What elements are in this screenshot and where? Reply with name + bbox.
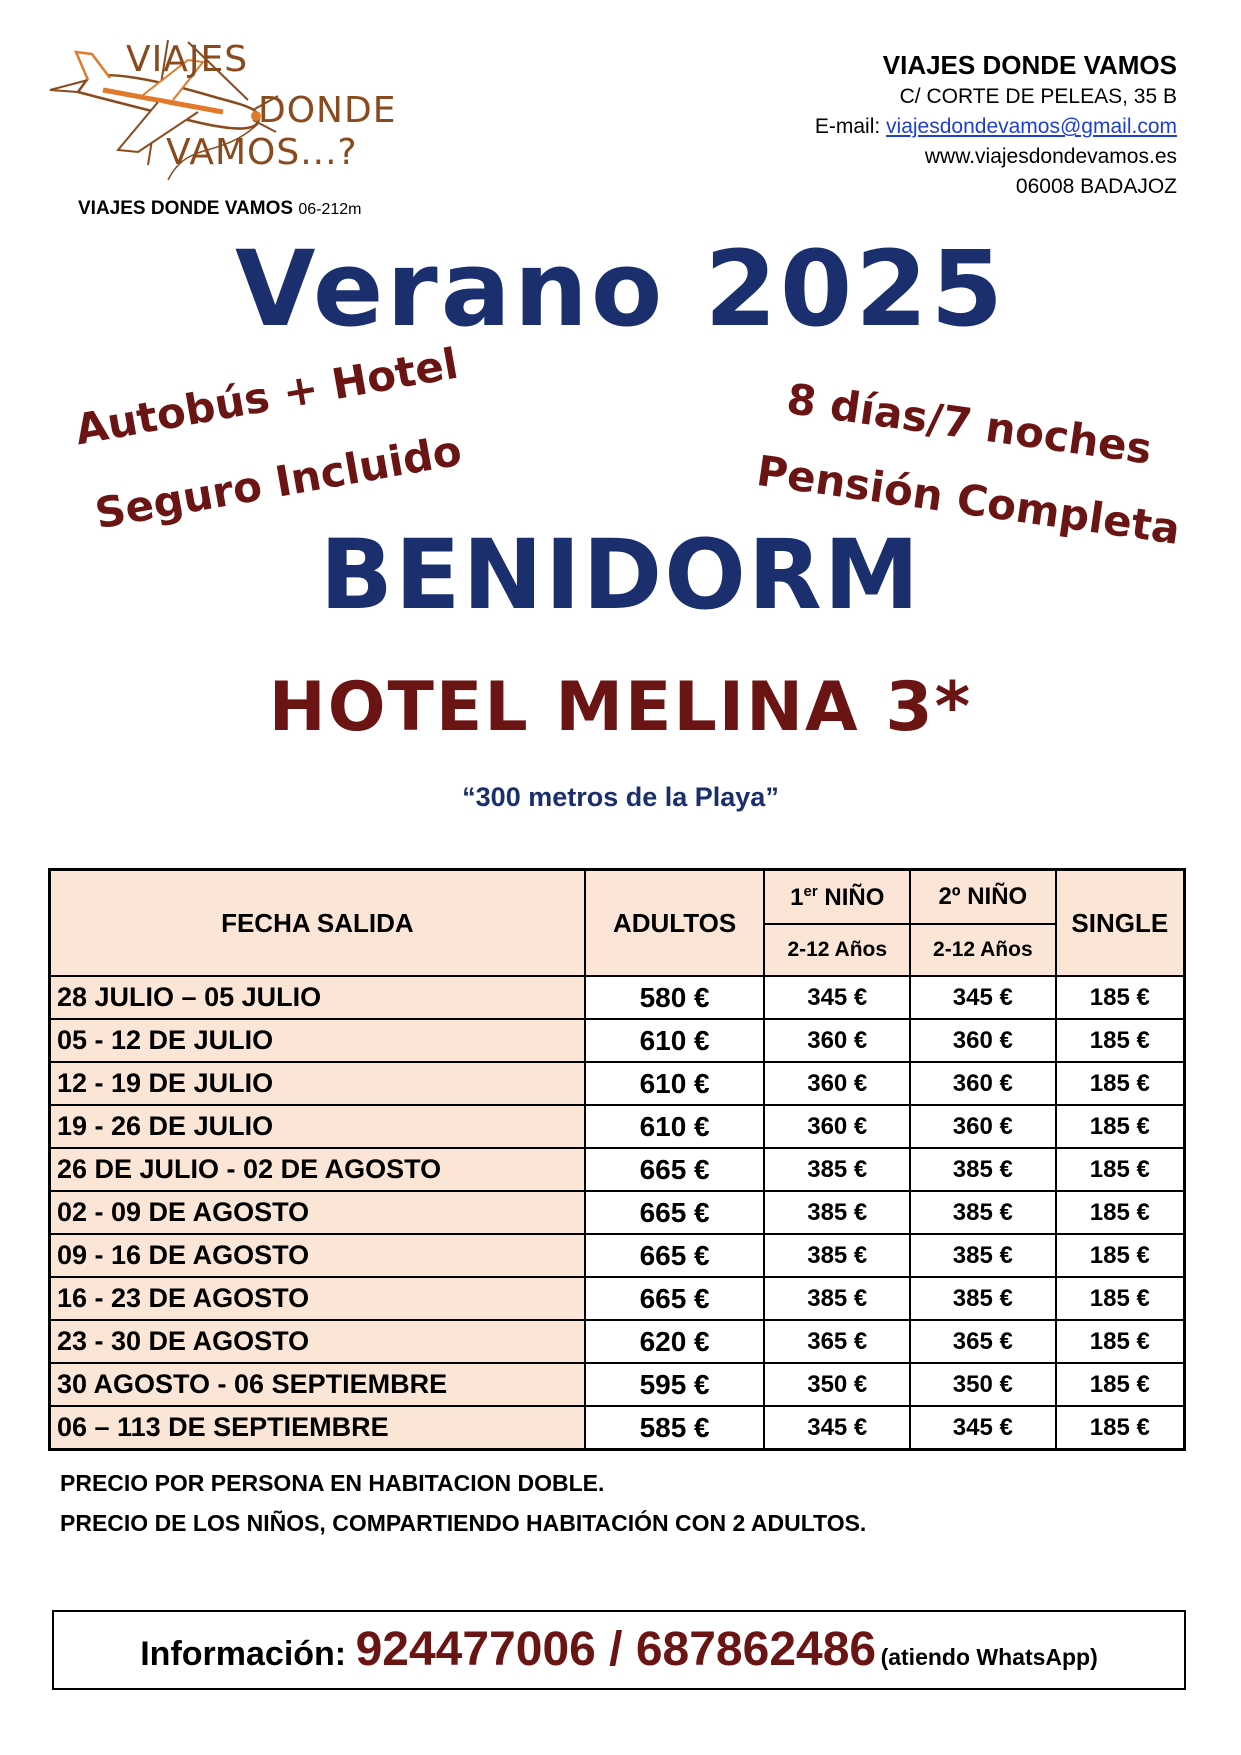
cell-adults: 620 € (585, 1320, 765, 1363)
cell-child1: 360 € (764, 1105, 910, 1148)
cell-child1: 385 € (764, 1148, 910, 1191)
cell-adults: 665 € (585, 1148, 765, 1191)
cell-child1: 350 € (764, 1363, 910, 1406)
note-double-room: PRECIO POR PERSONA EN HABITACION DOBLE. (60, 1470, 605, 1496)
info-phones[interactable]: 924477006 / 687862486 (355, 1623, 877, 1676)
table-row (50, 1062, 1185, 1105)
email-label: E-mail: (814, 115, 887, 138)
cell-child1: 385 € (764, 1277, 910, 1320)
agency-logo (48, 40, 418, 220)
header-child1-num: 1 (790, 883, 804, 911)
cell-date: 09 - 16 DE AGOSTO (50, 1234, 585, 1277)
header-single: SINGLE (1056, 870, 1185, 977)
hotel-tagline: “300 metros de la Playa” (462, 782, 779, 812)
table-row (50, 976, 1185, 1019)
cell-date: 16 - 23 DE AGOSTO (50, 1277, 585, 1320)
logo-caption-code: 06-212m (298, 201, 362, 218)
agency-website: www.viajesdondevamos.es (924, 145, 1177, 168)
cell-child2: 385 € (910, 1277, 1056, 1320)
logo-caption (78, 198, 361, 220)
cell-child2: 385 € (910, 1191, 1056, 1234)
agency-contact (815, 48, 1177, 202)
note-children: PRECIO DE LOS NIÑOS, COMPARTIENDO HABITACIÓN CON 2 ADULTOS. (60, 1510, 867, 1536)
info-whatsapp: (atiendo WhatsApp) (880, 1644, 1098, 1670)
cell-single: 185 € (1056, 1234, 1185, 1277)
cell-child2: 385 € (910, 1234, 1056, 1277)
cell-adults: 585 € (585, 1406, 765, 1450)
table-row (50, 1191, 1185, 1234)
info-label: Información: (140, 1635, 356, 1673)
cell-child1: 345 € (764, 1406, 910, 1450)
cell-child2: 350 € (910, 1363, 1056, 1406)
cell-adults: 610 € (585, 1105, 765, 1148)
cell-single: 185 € (1056, 976, 1185, 1019)
cell-date: 28 JULIO – 05 JULIO (50, 976, 585, 1019)
agency-city: 06008 BADAJOZ (1015, 175, 1177, 198)
logo-text-viajes: VIAJES (126, 39, 249, 80)
cell-date: 19 - 26 DE JULIO (50, 1105, 585, 1148)
table-row (50, 1277, 1185, 1320)
cell-date: 02 - 09 DE AGOSTO (50, 1191, 585, 1234)
cell-date: 23 - 30 DE AGOSTO (50, 1320, 585, 1363)
cell-adults: 580 € (585, 976, 765, 1019)
table-row (50, 1105, 1185, 1148)
cell-adults: 665 € (585, 1234, 765, 1277)
price-table-body (50, 976, 1185, 1450)
cell-child1: 345 € (764, 976, 910, 1019)
cell-date: 06 – 113 DE SEPTIEMBRE (50, 1406, 585, 1450)
cell-single: 185 € (1056, 1019, 1185, 1062)
header-adults: ADULTOS (585, 870, 765, 977)
table-row (50, 1234, 1185, 1277)
table-row (50, 1148, 1185, 1191)
tag-duration: 8 días/7 noches (783, 374, 1155, 474)
table-row (50, 1406, 1185, 1450)
cell-single: 185 € (1056, 1277, 1185, 1320)
price-table (48, 868, 1186, 1451)
tag-insurance: Seguro Incluido (91, 425, 466, 539)
cell-child1: 385 € (764, 1234, 910, 1277)
cell-date: 12 - 19 DE JULIO (50, 1062, 585, 1105)
cell-child2: 385 € (910, 1148, 1056, 1191)
cell-single: 185 € (1056, 1062, 1185, 1105)
cell-single: 185 € (1056, 1105, 1185, 1148)
cell-adults: 610 € (585, 1062, 765, 1105)
cell-single: 185 € (1056, 1320, 1185, 1363)
cell-single: 185 € (1056, 1148, 1185, 1191)
agency-address: C/ CORTE DE PELEAS, 35 B (899, 85, 1177, 108)
header-child2-age: 2-12 Años (910, 924, 1056, 976)
page-title: Verano 2025 (235, 228, 1006, 350)
cell-adults: 595 € (585, 1363, 765, 1406)
table-row (50, 1363, 1185, 1406)
cell-single: 185 € (1056, 1406, 1185, 1450)
contact-info-box (52, 1610, 1186, 1690)
cell-date: 26 DE JULIO - 02 DE AGOSTO (50, 1148, 585, 1191)
cell-adults: 665 € (585, 1277, 765, 1320)
cell-adults: 610 € (585, 1019, 765, 1062)
table-row (50, 1320, 1185, 1363)
cell-single: 185 € (1056, 1363, 1185, 1406)
cell-date: 30 AGOSTO - 06 SEPTIEMBRE (50, 1363, 585, 1406)
logo-text-vamos: VAMOS...? (166, 132, 358, 173)
header-child1-label: NIÑO (817, 883, 885, 911)
cell-single: 185 € (1056, 1191, 1185, 1234)
logo-caption-name: VIAJES DONDE VAMOS (78, 198, 294, 219)
cell-date: 05 - 12 DE JULIO (50, 1019, 585, 1062)
agency-email-line (815, 112, 1177, 142)
cell-child2: 360 € (910, 1019, 1056, 1062)
tag-board: Pensión Completa (753, 446, 1184, 554)
cell-child1: 385 € (764, 1191, 910, 1234)
cell-child2: 360 € (910, 1105, 1056, 1148)
cell-child2: 365 € (910, 1320, 1056, 1363)
cell-child2: 360 € (910, 1062, 1056, 1105)
header-child2: 2º NIÑO (910, 870, 1056, 925)
cell-child2: 345 € (910, 1406, 1056, 1450)
hotel-name: HOTEL MELINA 3* (268, 668, 973, 747)
header-child1 (764, 870, 910, 925)
cell-adults: 665 € (585, 1191, 765, 1234)
cell-child1: 360 € (764, 1062, 910, 1105)
cell-child1: 360 € (764, 1019, 910, 1062)
agency-name: VIAJES DONDE VAMOS (882, 50, 1177, 80)
tag-bus-hotel: Autobús + Hotel (71, 338, 462, 455)
header-child1-age: 2-12 Años (764, 924, 910, 976)
table-row (50, 1019, 1185, 1062)
cell-child2: 345 € (910, 976, 1056, 1019)
logo-text-donde: DONDE (258, 90, 397, 131)
cell-child1: 365 € (764, 1320, 910, 1363)
email-link[interactable]: viajesdondevamos@gmail.com (886, 115, 1177, 138)
header-child1-sup: er (803, 882, 818, 900)
header-date: FECHA SALIDA (50, 870, 585, 977)
destination-title: BENIDORM (319, 519, 922, 631)
